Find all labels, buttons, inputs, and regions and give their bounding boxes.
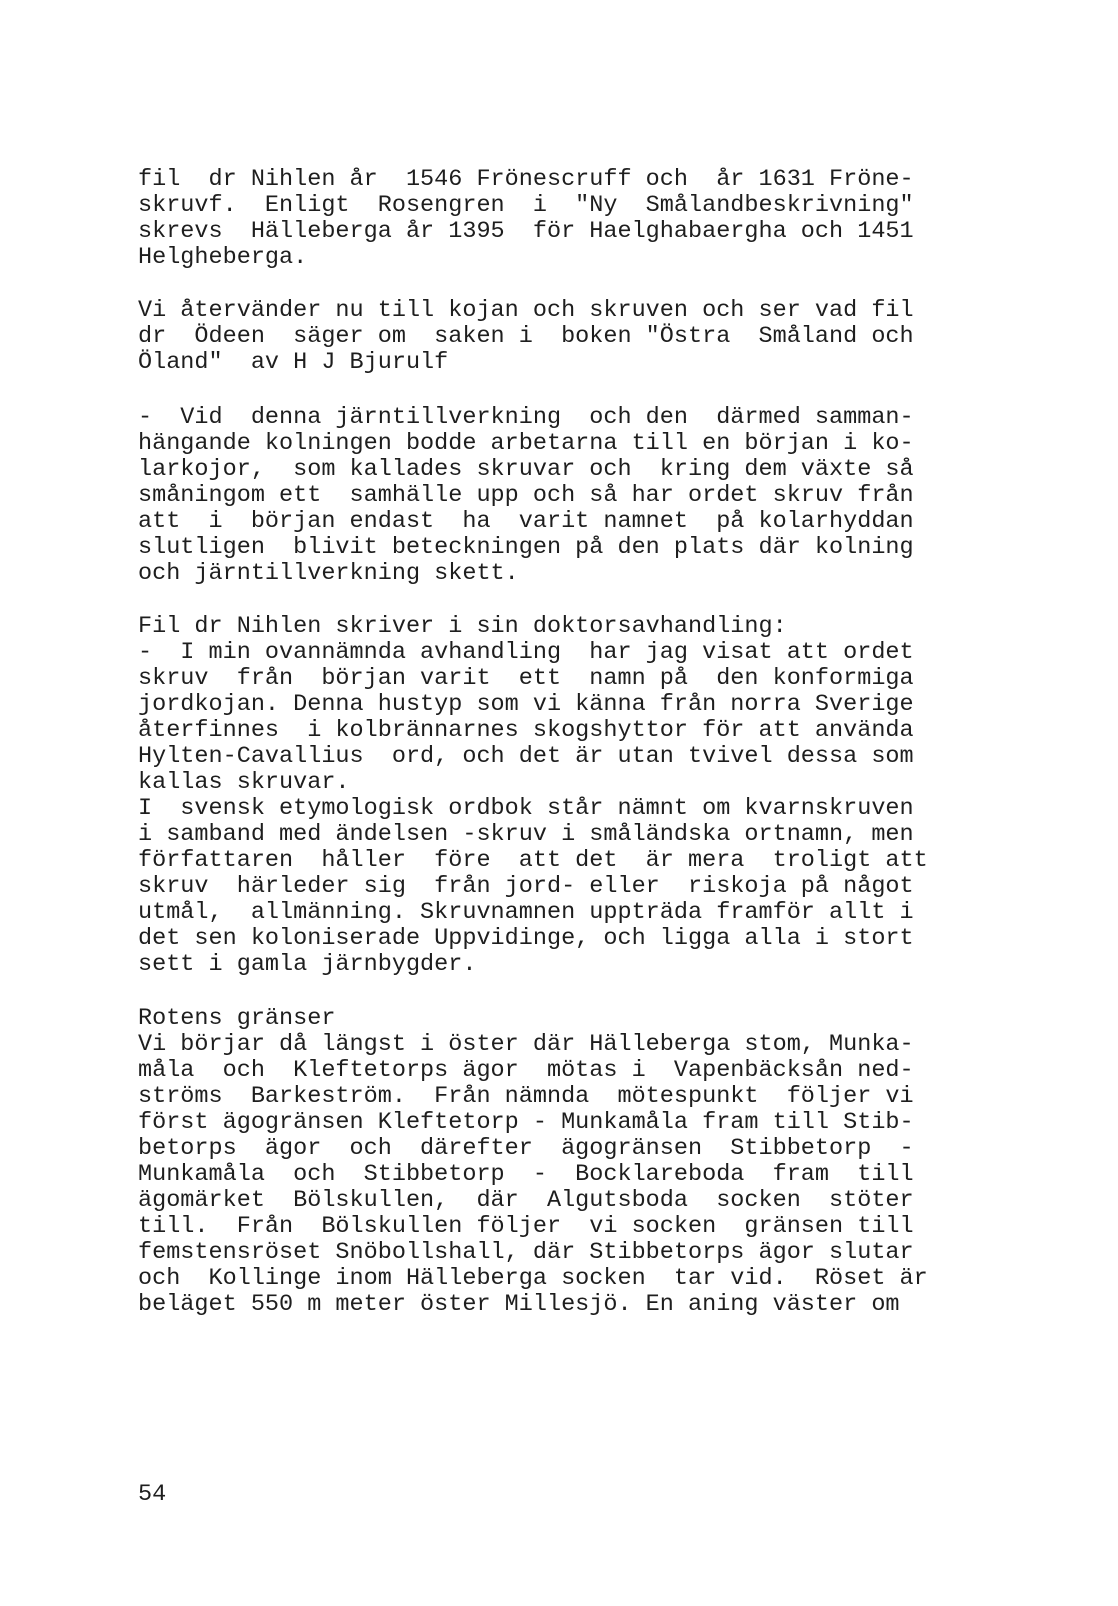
text-line: till. Från Bölskullen följer vi socken gränsen till (138, 1213, 914, 1240)
text-line: dr Ödeen säger om saken i boken "Östra Småland och (138, 323, 914, 350)
text-line: återfinnes i kolbrännarnes skogshyttor för att använda (138, 717, 914, 744)
text-line: i samband med ändelsen -skruv i småländska ortnamn, men (138, 821, 914, 848)
text-line: hängande kolningen bodde arbetarna till en början i ko- (138, 430, 914, 457)
text-line: Vi återvänder nu till kojan och skruven och ser vad fil (138, 297, 914, 324)
text-line: femstensröset Snöbollshall, där Stibbetorps ägor slutar (138, 1239, 914, 1266)
text-line: - I min ovannämnda avhandling har jag visat att ordet (138, 639, 914, 666)
text-line: och järntillverkning skett. (138, 560, 519, 587)
text-line: det sen koloniserade Uppvidinge, och ligga alla i stort (138, 925, 914, 952)
text-line: larkojor, som kallades skruvar och kring dem växte så (138, 456, 914, 483)
text-line: Öland" av H J Bjurulf (138, 349, 449, 376)
text-line: Fil dr Nihlen skriver i sin doktorsavhandling: (138, 613, 787, 640)
text-line: betorps ägor och därefter ägogränsen Stibbetorp - (138, 1135, 914, 1162)
text-line: skruvf. Enligt Rosengren i "Ny Smålandbeskrivning" (138, 192, 914, 219)
text-line: utmål, allmänning. Skruvnamnen uppträda framför allt i (138, 899, 914, 926)
text-line: beläget 550 m meter öster Millesjö. En aning väster om (138, 1291, 900, 1318)
text-line: sett i gamla järnbygder. (138, 951, 477, 978)
text-line: småningom ett samhälle upp och så har ordet skruv från (138, 482, 914, 509)
paragraph-4 (138, 614, 1028, 978)
paragraph-3 (138, 405, 1028, 587)
text-line: skrevs Hälleberga år 1395 för Haelghabaergha och 1451 (138, 218, 914, 245)
page-number: 54 (138, 1481, 167, 1508)
paragraph-2 (138, 298, 1028, 376)
text-line: I svensk etymologisk ordbok står nämnt om kvarnskruven (138, 795, 914, 822)
text-line: skruv från början varit ett namn på den konformiga (138, 665, 914, 692)
text-line: Helgheberga. (138, 244, 308, 271)
text-line: fil dr Nihlen år 1546 Frönescruff och år 1631 Fröne- (138, 166, 914, 193)
text-line: Vi börjar då längst i öster där Hälleberga stom, Munka- (138, 1031, 914, 1058)
text-line: skruv härleder sig från jord- eller riskoja på något (138, 873, 914, 900)
section-heading: Rotens gränser (138, 1005, 336, 1032)
text-line: kallas skruvar. (138, 769, 350, 796)
text-line: ägomärket Bölskullen, där Algutsboda socken stöter (138, 1187, 914, 1214)
text-line: Hylten-Cavallius ord, och det är utan tvivel dessa som (138, 743, 914, 770)
text-line: Munkamåla och Stibbetorp - Bocklareboda fram till (138, 1161, 914, 1188)
text-line: och Kollinge inom Hälleberga socken tar vid. Röset är (138, 1265, 928, 1292)
text-line: jordkojan. Denna hustyp som vi känna från norra Sverige (138, 691, 914, 718)
paragraph-5 (138, 1006, 1028, 1318)
text-line: först ägogränsen Kleftetorp - Munkamåla fram till Stib- (138, 1109, 914, 1136)
text-line: slutligen blivit beteckningen på den plats där kolning (138, 534, 914, 561)
text-line: författaren håller före att det är mera troligt att (138, 847, 928, 874)
text-line: - Vid denna järntillverkning och den därmed samman- (138, 404, 914, 431)
text-line: måla och Kleftetorps ägor mötas i Vapenbäcksån ned- (138, 1057, 914, 1084)
paragraph-1 (138, 167, 1028, 271)
text-line: att i början endast ha varit namnet på kolarhyddan (138, 508, 914, 535)
text-line: ströms Barkeström. Från nämnda mötespunkt följer vi (138, 1083, 914, 1110)
